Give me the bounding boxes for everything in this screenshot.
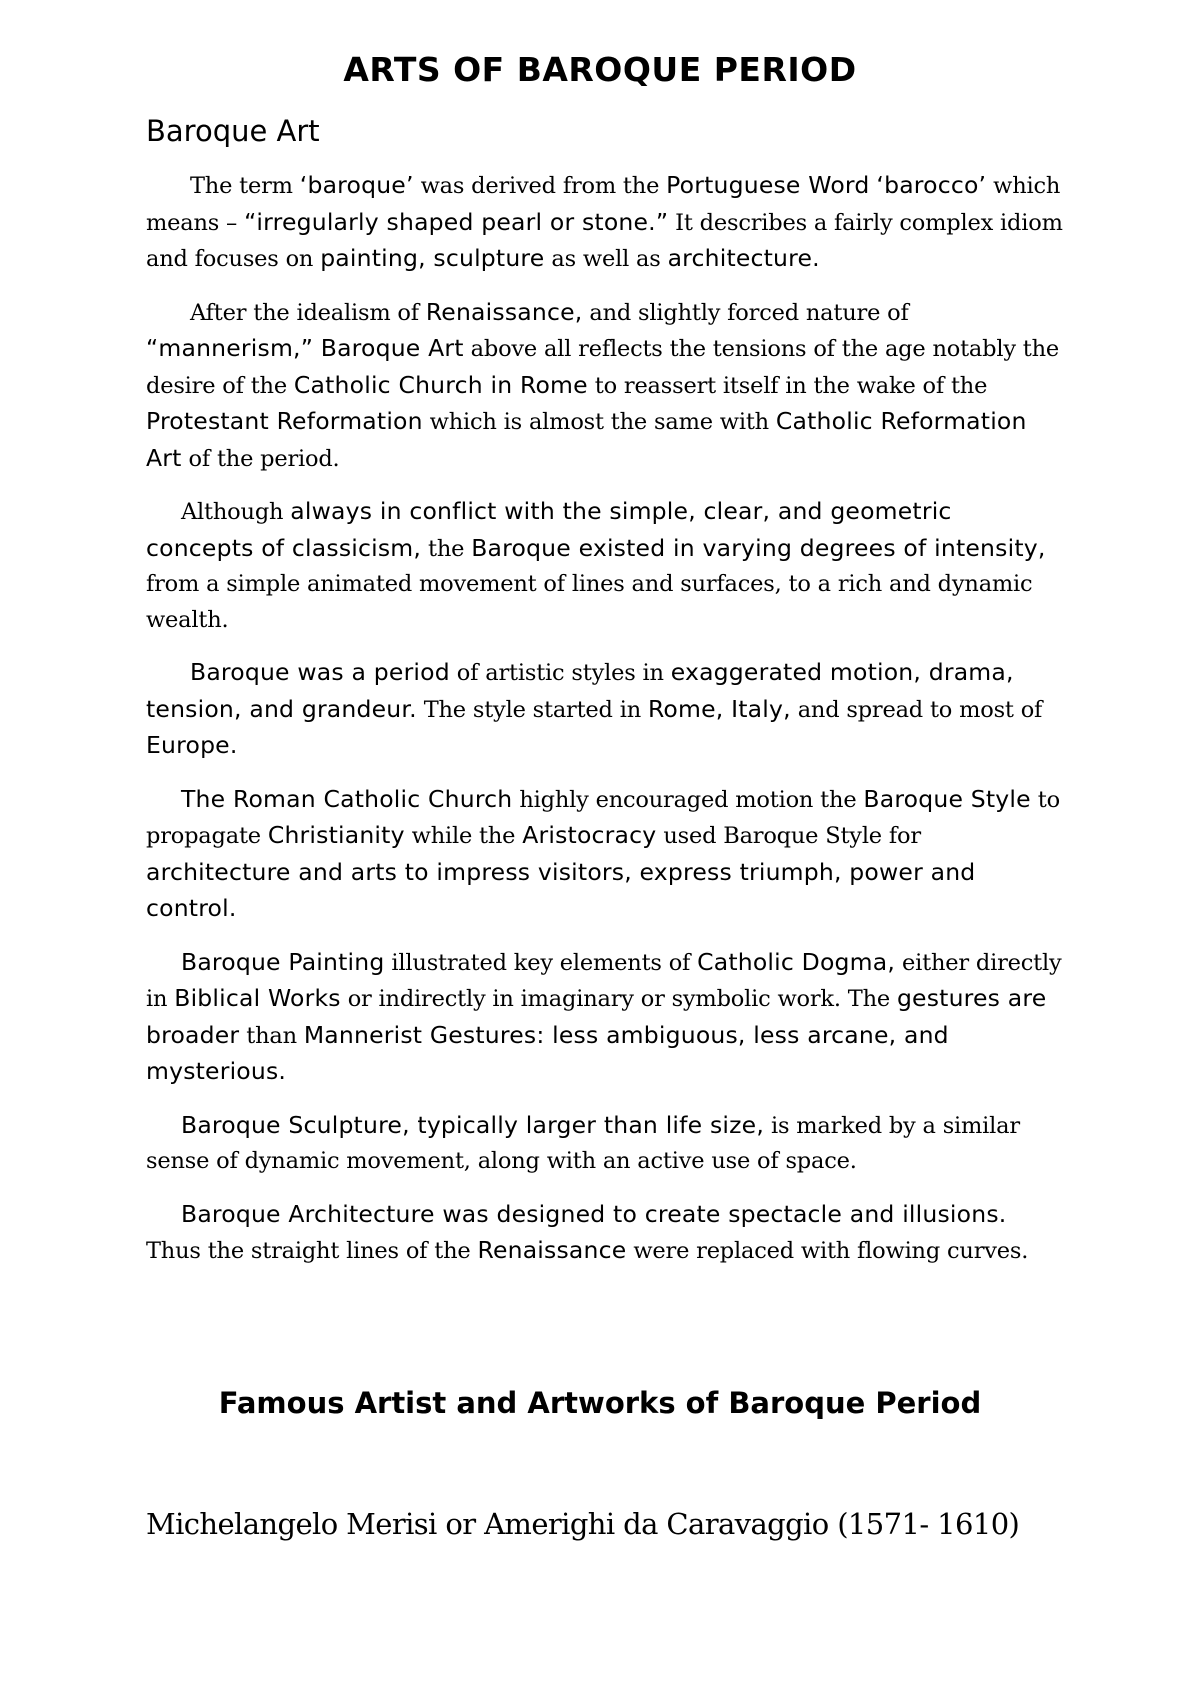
text-run: The term xyxy=(190,173,300,199)
text-run: Protestant Reformation xyxy=(146,407,423,435)
text-run: illustrated key elements of xyxy=(384,949,698,976)
text-run: Baroque was a period xyxy=(190,658,450,686)
text-run: Baroque Style xyxy=(863,784,1031,813)
text-run: painting, sculpture xyxy=(320,244,545,272)
section-heading-famous-artists: Famous Artist and Artworks of Baroque Period xyxy=(218,1386,982,1420)
body-text xyxy=(146,168,1066,1287)
text-run: which is almost the same with xyxy=(422,409,776,435)
text-run: Catholic Reformation Art xyxy=(146,407,1027,472)
text-run: or indirectly in imaginary or symbolic work. The xyxy=(340,986,897,1012)
text-run: the xyxy=(421,535,472,562)
text-run: were replaced with flowing curves. xyxy=(626,1238,1029,1264)
text-run: Baroque Painting xyxy=(181,947,385,976)
text-run: used Baroque Style for xyxy=(656,823,921,849)
text-run: “irregularly shaped pearl or stone.” xyxy=(244,207,669,236)
text-run: Catholic Dogma, xyxy=(697,947,896,976)
paragraph-term-origin xyxy=(146,168,1066,278)
paragraph-baroque-sculpture xyxy=(146,1108,1066,1180)
paragraph-period-styles xyxy=(146,655,1066,765)
text-run: always in conflict with the simple, clear, and geometric concepts of classicism, xyxy=(146,497,952,562)
artist-heading: Michelangelo Merisi or Amerighi da Caravaggio (1571- 1610) xyxy=(146,1507,1020,1541)
text-run: gestures are broader xyxy=(146,984,1047,1049)
text-run: It describes a fairly complex idiom and focuses on xyxy=(146,209,1063,272)
text-run: Rome, Italy, xyxy=(647,694,791,723)
text-run: The Roman Catholic Church xyxy=(181,784,513,813)
text-run: and spread to most of xyxy=(790,696,1043,723)
text-run: architecture. xyxy=(667,244,820,272)
text-run: Baroque Sculpture, typically larger than life size, xyxy=(181,1110,764,1139)
text-run: architecture and arts to impress visitors, express triumph, power and control. xyxy=(146,857,976,922)
text-run: Christianity xyxy=(267,821,405,849)
text-run: and slightly forced nature of xyxy=(582,299,909,326)
page-title: ARTS OF BAROQUE PERIOD xyxy=(343,50,857,89)
text-run: After the idealism of xyxy=(190,299,426,326)
section-subtitle: Baroque Art xyxy=(146,114,320,148)
text-run: Portuguese Word xyxy=(666,171,870,199)
text-run: which means – xyxy=(146,173,1061,236)
text-run: while the xyxy=(404,823,523,849)
text-run: of artistic styles in xyxy=(449,660,671,686)
text-run: ‘barocco’ xyxy=(876,171,987,199)
text-run: “mannerism,” Baroque Art xyxy=(146,334,464,362)
paragraph-roman-church xyxy=(146,782,1066,928)
paragraph-baroque-architecture xyxy=(146,1197,1066,1270)
text-run: Renaissance, xyxy=(425,297,583,326)
text-run: Although xyxy=(181,499,291,525)
text-run: Europe. xyxy=(146,731,238,759)
text-run: highly encouraged motion the xyxy=(512,786,864,813)
text-run: Renaissance xyxy=(477,1236,627,1264)
paragraph-conflict-classicism xyxy=(146,494,1066,638)
text-run: is marked by a similar sense of dynamic movement, along with an active use of space. xyxy=(146,1112,1020,1174)
text-run: to propagate xyxy=(146,786,1060,849)
text-run: was derived from the xyxy=(413,173,667,199)
text-run: to reassert itself in the wake of the xyxy=(587,372,988,399)
text-run: Baroque Architecture was designed to create spectacle and illusions. xyxy=(181,1199,1007,1228)
text-run: either directly in xyxy=(146,949,1062,1012)
text-run: above all reflects the tensions of the age notably the desire of the xyxy=(146,336,1060,399)
text-run: Aristocracy xyxy=(522,821,657,849)
text-run: Mannerist Gestures: less ambiguous, less arcane, and mysterious. xyxy=(146,1020,949,1085)
text-run: Biblical Works xyxy=(174,984,341,1012)
text-run: Baroque existed in varying degrees of intensity, xyxy=(471,533,1046,562)
text-run: of the period. xyxy=(181,445,340,472)
text-run: as well as xyxy=(544,246,668,272)
paragraph-after-renaissance xyxy=(146,295,1066,478)
text-run: exaggerated motion, drama, tension, and grandeur. xyxy=(146,658,1014,723)
text-run: ‘baroque’ xyxy=(299,171,414,199)
text-run: Thus the straight lines of the xyxy=(146,1238,478,1264)
text-run: than xyxy=(239,1022,304,1049)
text-run: The style started in xyxy=(416,696,648,723)
text-run: Catholic Church in Rome xyxy=(293,370,588,399)
text-run: from a simple animated movement of lines and surfaces, to a rich and dynamic wealth. xyxy=(146,571,1033,633)
paragraph-baroque-painting xyxy=(146,945,1066,1091)
